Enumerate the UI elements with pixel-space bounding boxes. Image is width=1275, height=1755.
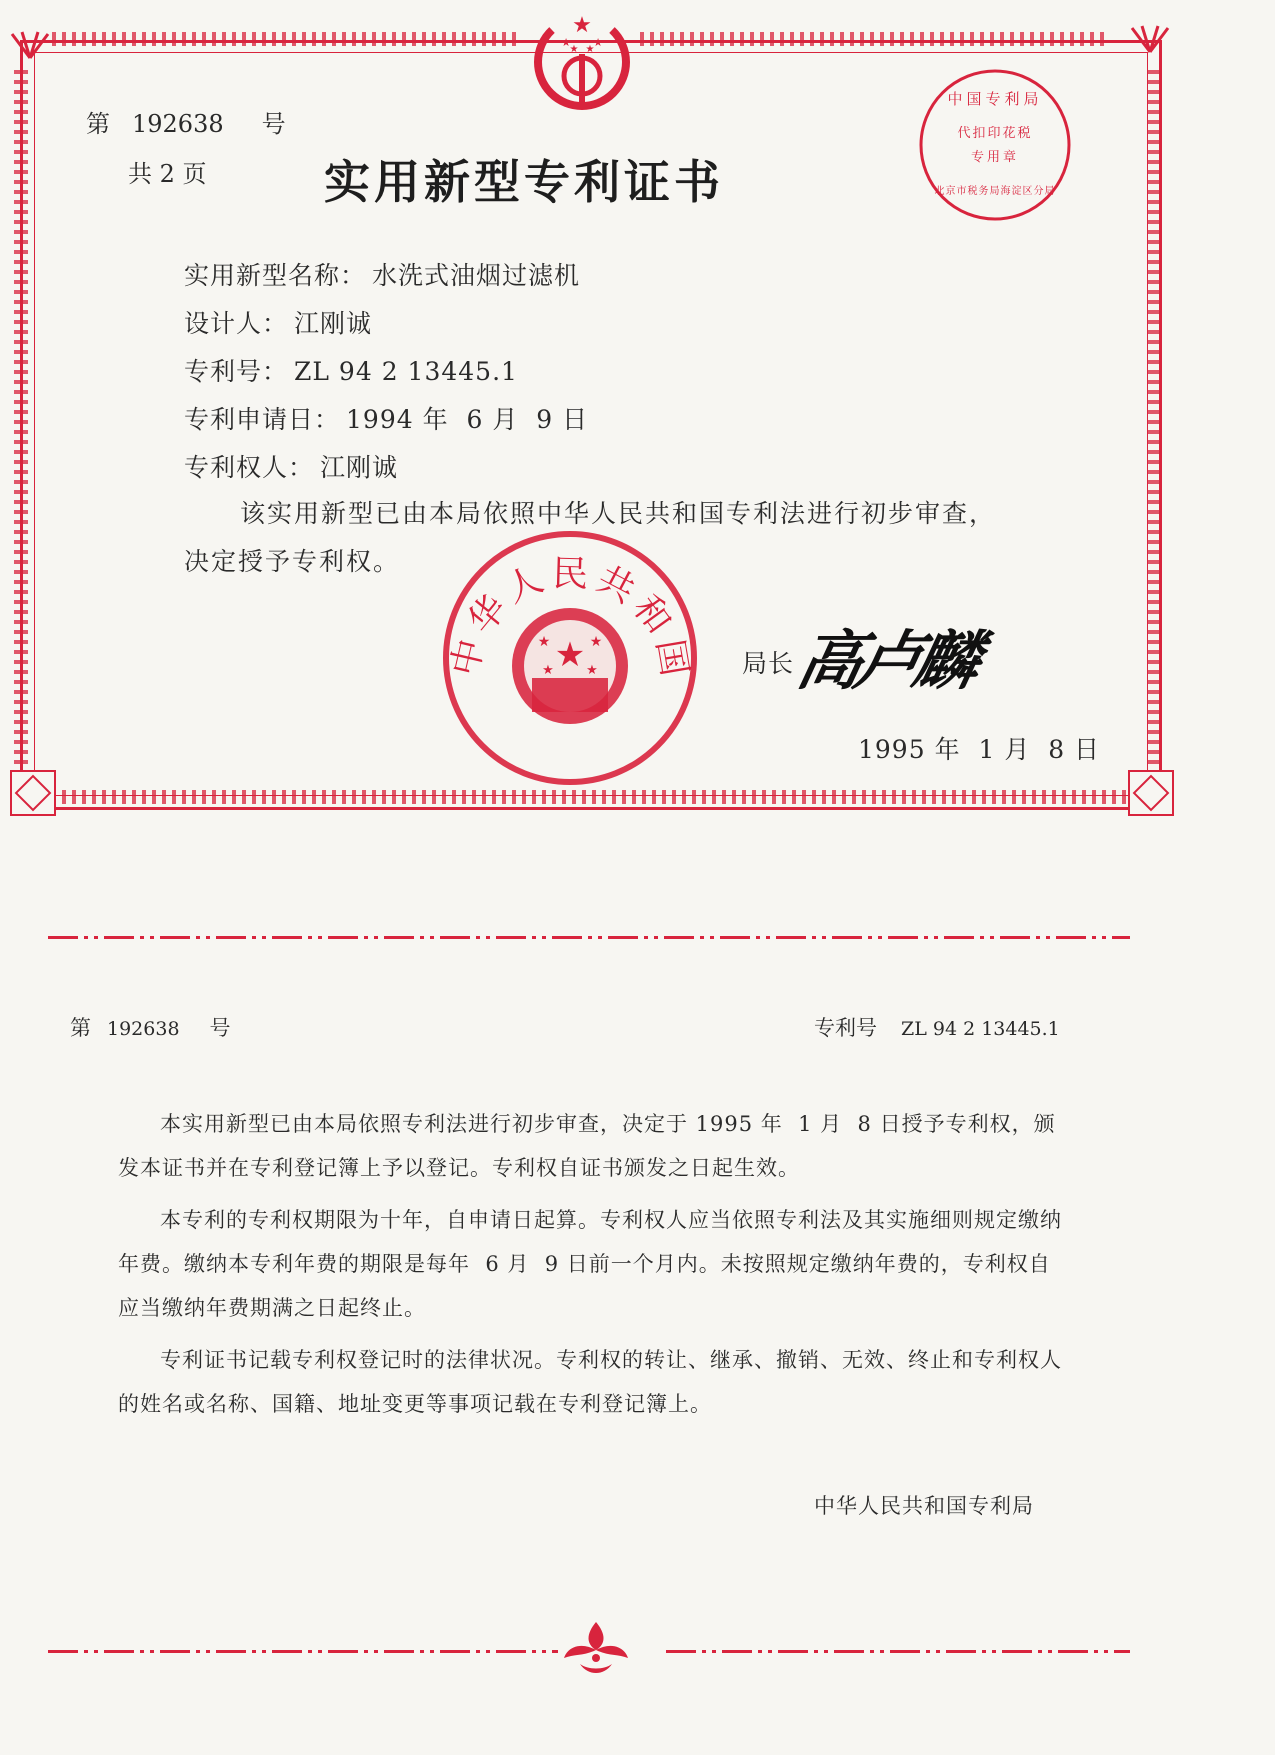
bottom-border-ornament xyxy=(52,790,1132,804)
svg-text:★: ★ xyxy=(593,36,603,49)
top-border-ornament-right xyxy=(640,32,1110,46)
page2-patent-number: 专利号 ZL 94 2 13445.1 xyxy=(814,1016,1060,1040)
field-designer: 设计人： 江刚诚 xyxy=(184,309,373,338)
field-application-date: 专利申请日： 1994 年 6 月 9 日 xyxy=(184,405,589,434)
divider-bottom-right xyxy=(666,1650,1130,1653)
field-utility-model-name: 实用新型名称： 水洗式油烟过滤机 xyxy=(184,261,581,290)
director-label: 局长 xyxy=(742,649,795,678)
page2-paragraph: 本专利的专利权期限为十年，自申请日起算。专利权人应当依照专利法及其实施细则规定缴纳年费。缴纳本专利年费的期限是每年 6 月 9 日前一个月内。未按照规定缴纳年费的，专利权自应当缴纳年费期满之日起终止。 xyxy=(118,1208,1062,1320)
official-seal-text: 中华人民共和国 xyxy=(444,553,696,685)
right-border-ornament xyxy=(1148,70,1162,770)
svg-text:★: ★ xyxy=(585,44,595,55)
page2-paragraph: 专利证书记载专利权登记时的法律状况。专利权的转让、继承、撤销、无效、终止和专利权人的姓名或名称、国籍、地址变更等事项记载在专利登记簿上。 xyxy=(118,1348,1062,1416)
corner-ornament-bottom-left xyxy=(10,770,56,816)
field-patent-number: 专利号： ZL 94 2 13445.1 xyxy=(184,357,518,386)
page-count: 共 2 页 xyxy=(128,160,207,188)
svg-text:★: ★ xyxy=(572,13,592,38)
certificate-title: 实用新型专利证书 xyxy=(324,155,724,209)
certificate-serial: 第 192638 号 xyxy=(86,110,286,138)
svg-text:★: ★ xyxy=(589,634,603,650)
grant-statement-line2: 决定授予专利权。 xyxy=(184,547,401,576)
left-border-ornament xyxy=(14,70,28,770)
page2-issuer: 中华人民共和国专利局 xyxy=(814,1494,1034,1518)
corner-fan-ornament-top-right xyxy=(1130,24,1170,54)
page2-serial: 第 192638 号 xyxy=(70,1016,231,1040)
field-patentee: 专利权人： 江刚诚 xyxy=(184,453,399,482)
grant-statement-line1: 该实用新型已由本局依照中华人民共和国专利法进行初步审查， xyxy=(240,499,997,528)
svg-text:★: ★ xyxy=(537,634,551,650)
corner-fan-ornament-top-left xyxy=(10,30,50,60)
issue-date: 1995 年 1 月 8 日 xyxy=(858,735,1101,764)
tax-stamp-seal: 中国专利局 代扣印花税 专用章 北京市税务局海淀区分局 xyxy=(916,66,1074,224)
bottom-flower-ornament xyxy=(556,1614,636,1684)
svg-text:★: ★ xyxy=(561,36,571,49)
svg-text:★: ★ xyxy=(586,663,598,678)
page2-body xyxy=(118,1102,1068,1426)
top-border-ornament-left xyxy=(52,32,522,46)
divider-bottom-left xyxy=(48,1650,558,1653)
patent-office-emblem xyxy=(522,2,642,122)
svg-text:★: ★ xyxy=(554,635,586,675)
svg-text:★: ★ xyxy=(542,663,554,678)
corner-ornament-bottom-right xyxy=(1128,770,1174,816)
page2-paragraph: 本实用新型已由本局依照专利法进行初步审查，决定于 1995 年 1 月 8 日授予专利权，颁发本证书并在专利登记簿上予以登记。专利权自证书颁发之日起生效。 xyxy=(118,1112,1056,1180)
divider-top xyxy=(48,936,1130,939)
official-seal xyxy=(440,528,700,788)
svg-text:★: ★ xyxy=(569,44,579,55)
director-signature: 高卢麟 xyxy=(790,624,981,699)
